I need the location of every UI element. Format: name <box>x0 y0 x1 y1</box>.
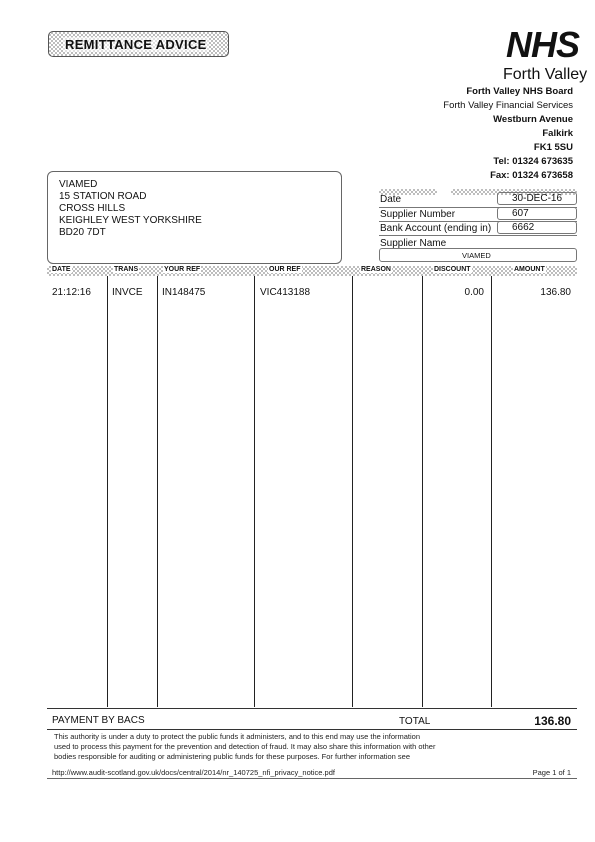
board-fax: Fax: 01324 673658 <box>490 170 573 181</box>
page-title: REMITTANCE ADVICE <box>65 37 207 52</box>
privacy-notice-link[interactable]: http://www.audit-scotland.gov.uk/docs/central/2014/nr_140725_nfi_privacy_notice.pdf <box>52 768 335 777</box>
nhs-logo: NHS <box>506 24 580 65</box>
column-header-date: DATE <box>52 266 71 273</box>
date-label: Date <box>380 194 402 205</box>
board-street: Westburn Avenue <box>493 114 573 125</box>
address-line: 15 STATION ROAD <box>59 191 147 202</box>
cell-your-ref: IN148475 <box>162 287 206 298</box>
supplier-name-value: VIAMED <box>462 251 491 260</box>
cell-our-ref: VIC413188 <box>260 287 311 298</box>
supplier-number-value: 607 <box>512 208 529 219</box>
bank-account-value: 6662 <box>512 222 535 233</box>
column-divider <box>157 276 158 707</box>
legal-notice <box>54 732 554 762</box>
nhs-logo-subtext: Forth Valley <box>503 66 588 83</box>
bank-account-label: Bank Account (ending in) <box>380 223 492 234</box>
address-line: KEIGHLEY WEST YORKSHIRE <box>59 215 202 226</box>
supplier-number-box <box>497 207 577 220</box>
board-name: Forth Valley NHS Board <box>466 86 573 97</box>
total-label: TOTAL <box>399 716 431 727</box>
address-line: BD20 7DT <box>59 227 106 238</box>
column-header-your-ref: YOUR REF <box>164 266 201 273</box>
date-value: 30-DEC-16 <box>512 193 563 204</box>
column-header-reason: REASON <box>361 266 391 273</box>
divider <box>379 235 577 236</box>
column-divider <box>422 276 423 707</box>
board-dept: Forth Valley Financial Services <box>443 100 573 111</box>
bank-account-box <box>497 221 577 234</box>
cell-amount: 136.80 <box>540 287 571 298</box>
column-header-discount: DISCOUNT <box>434 266 471 273</box>
column-divider <box>107 276 108 707</box>
supplier-number-label: Supplier Number <box>380 209 456 220</box>
legal-line: bodies responsible for auditing or administering public funds for these purposes. For further information see <box>54 752 411 761</box>
footer-divider <box>47 729 577 730</box>
remittance-title-box <box>48 31 229 57</box>
supplier-name-label: Supplier Name <box>380 238 447 249</box>
board-postcode: FK1 5SU <box>533 142 573 153</box>
address-line: VIAMED <box>59 179 98 190</box>
cell-discount: 0.00 <box>464 287 484 298</box>
cell-date: 21:12:16 <box>52 287 91 298</box>
legal-line: This authority is under a duty to protect the public funds it administers, and to this end may use the information <box>54 732 421 741</box>
column-divider <box>352 276 353 707</box>
footer-divider <box>47 778 577 779</box>
board-town: Falkirk <box>542 128 573 139</box>
column-header-our-ref: OUR REF <box>269 266 301 273</box>
column-header-trans: TRANS <box>114 266 139 273</box>
payment-method: PAYMENT BY BACS <box>52 715 145 726</box>
cell-trans: INVCE <box>112 287 143 298</box>
board-address <box>443 85 573 183</box>
table-header <box>47 266 577 276</box>
column-header-amount: AMOUNT <box>514 266 545 273</box>
footer-divider <box>47 708 577 709</box>
column-divider <box>491 276 492 707</box>
page-number: Page 1 of 1 <box>532 768 571 777</box>
column-divider <box>254 276 255 707</box>
total-value: 136.80 <box>534 714 571 728</box>
address-line: CROSS HILLS <box>59 203 126 214</box>
board-tel: Tel: 01324 673635 <box>493 156 573 167</box>
legal-line: used to process this payment for the prevention and detection of fraud. It may also share this information with other <box>54 742 436 751</box>
supplier-address <box>59 179 202 239</box>
